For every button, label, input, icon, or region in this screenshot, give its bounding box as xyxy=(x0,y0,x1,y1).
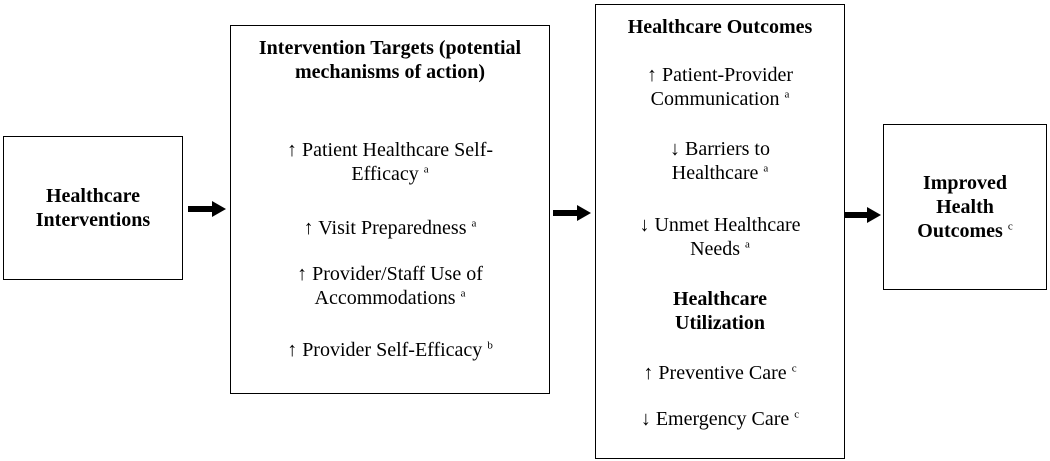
improved-health-outcomes-label: Improved Health Outcomes $^c$ xyxy=(917,172,1013,242)
arrow-3-icon xyxy=(845,204,881,226)
improved-health-outcomes-box xyxy=(883,124,1047,290)
target-item-4: ↑ Provider Self-Efficacy $^b$ xyxy=(287,339,493,361)
target-item-1: ↑ Patient Healthcare Self-Efficacy $^a$ xyxy=(286,139,494,186)
target-item-3: ↑ Provider/Staff Use of Accommodations $^a$ xyxy=(297,263,483,310)
intervention-targets-title: Intervention Targets (potential mechanisms of action) xyxy=(258,37,522,83)
utilization-item-1: ↑ Preventive Care $^c$ xyxy=(643,362,797,384)
outcome-item-3: ↓ Unmet Healthcare Needs $^a$ xyxy=(639,214,801,261)
arrow-1-icon xyxy=(188,198,226,220)
healthcare-outcomes-box xyxy=(595,4,845,459)
arrow-2-icon xyxy=(553,202,591,224)
outcome-item-2: ↓ Barriers to Healthcare $^a$ xyxy=(670,138,770,185)
outcome-item-1: ↑ Patient-Provider Communication $^a$ xyxy=(646,64,794,111)
healthcare-utilization-subtitle: Healthcare Utilization xyxy=(672,288,768,334)
healthcare-interventions-label: Healthcare Interventions xyxy=(35,185,151,231)
target-item-2: ↑ Visit Preparedness $^a$ xyxy=(303,217,477,239)
utilization-item-2: ↓ Emergency Care $^c$ xyxy=(640,408,800,430)
intervention-targets-box xyxy=(230,25,550,394)
healthcare-interventions-box xyxy=(3,136,183,280)
healthcare-outcomes-title: Healthcare Outcomes xyxy=(627,16,813,38)
